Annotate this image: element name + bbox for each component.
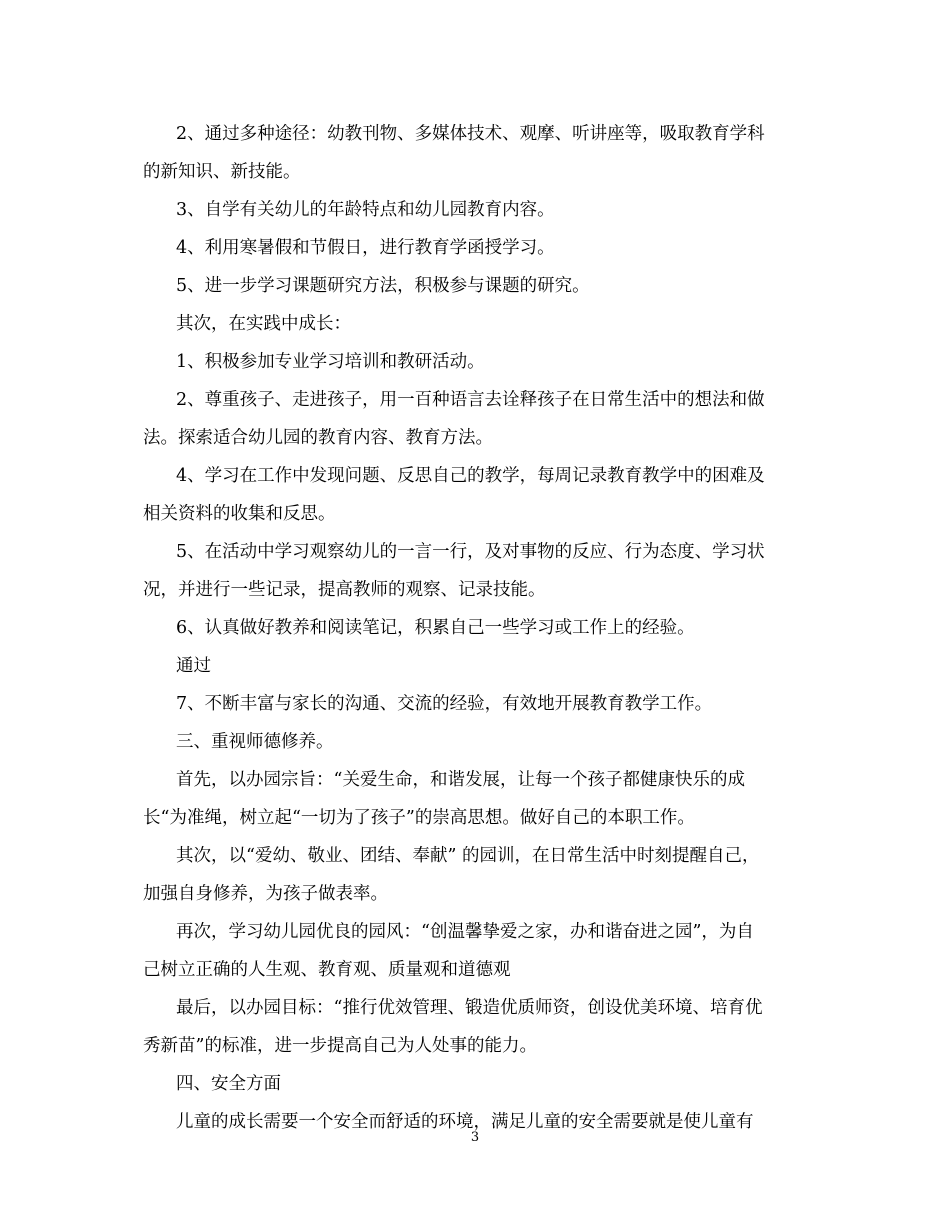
text-line: 法。探索适合幼儿园的教育内容、教育方法。 [143, 428, 493, 448]
text-line: 三、重视师德修养。 [176, 732, 334, 752]
text-line: 己树立正确的人生观、教育观、质量观和道德观 [143, 960, 511, 980]
text-line: 其次，以“爱幼、敬业、团结、奉献” 的园训，在日常生活中时刻提醒自己， [176, 846, 760, 866]
text-line: 2、通过多种途径：幼教刊物、多媒体技术、观摩、听讲座等，吸取教育学科 [176, 124, 765, 144]
text-line: 首先，以办园宗旨：“关爱生命，和谐发展，让每一个孩子都健康快乐的成 [176, 770, 745, 790]
text-line: 其次，在实践中成长： [176, 314, 351, 334]
text-line: 7、不断丰富与家长的沟通、交流的经验，有效地开展教育教学工作。 [176, 694, 713, 714]
text-line: 长“为准绳，树立起“一切为了孩子”的崇高思想。做好自己的本职工作。 [143, 808, 695, 828]
text-line: 秀新苗”的标准，进一步提高自己为人处事的能力。 [143, 1036, 537, 1056]
text-line: 况，并进行一些记录，提高教师的观察、记录技能。 [143, 580, 546, 600]
text-line: 2、尊重孩子、走进孩子，用一百种语言去诠释孩子在日常生活中的想法和做 [176, 390, 765, 410]
text-line: 相关资料的收集和反思。 [143, 504, 336, 524]
body-text [143, 115, 803, 1141]
text-line: 最后，以办园目标：“推行优效管理、锻造优质师资，创设优美环境、培育优 [176, 998, 763, 1018]
text-line: 4、利用寒暑假和节假日，进行教育学函授学习。 [176, 238, 555, 258]
text-line: 再次，学习幼儿园优良的园风：“创温馨挚爱之家，办和谐奋进之园”，为自 [176, 922, 754, 942]
text-line: 5、进一步学习课题研究方法，积极参与课题的研究。 [176, 276, 590, 296]
text-line: 的新知识、新技能。 [143, 162, 301, 182]
text-line: 四、安全方面 [176, 1074, 281, 1094]
page-number: 3 [470, 1130, 480, 1145]
text-line: 1、积极参加专业学习培训和教研活动。 [176, 352, 485, 372]
text-line: 3、自学有关幼儿的年龄特点和幼儿园教育内容。 [176, 200, 555, 220]
text-line: 5、在活动中学习观察幼儿的一言一行，及对事物的反应、行为态度、学习状 [176, 542, 765, 562]
text-line: 儿童的成长需要一个安全而舒适的环境，满足儿童的安全需要就是使儿童有 [176, 1112, 754, 1132]
text-line: 6、认真做好教养和阅读笔记，积累自己一些学习或工作上的经验。 [176, 618, 695, 638]
text-line: 加强自身修养，为孩子做表率。 [143, 884, 388, 904]
text-line: 4、学习在工作中发现问题、反思自己的教学，每周记录教育教学中的困难及 [176, 466, 765, 486]
text-line: 通过 [176, 656, 211, 676]
